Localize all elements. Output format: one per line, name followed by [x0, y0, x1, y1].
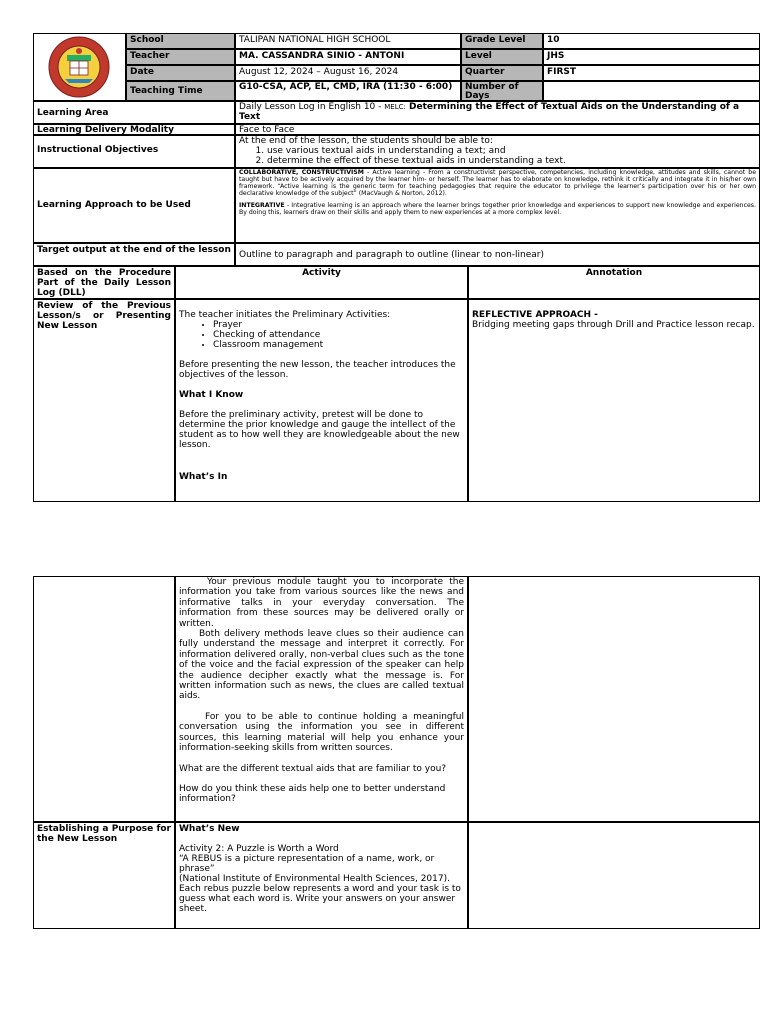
whats-new-activity	[175, 822, 468, 929]
approach-integ-title: INTEGRATIVE	[239, 202, 285, 209]
whats-in-question-1: What are the different textual aids that are familiar to you?	[179, 763, 447, 774]
objectives-intro: At the end of the lesson, the students should be able to:	[239, 136, 493, 146]
approach-integ	[239, 202, 756, 216]
page2-part-blank	[33, 576, 175, 822]
whats-in-p3: For you to be able to continue holding a meaningful conversation using the information you see in different sources, this learning material will help you enhance your information-seeking skills from written sources.	[179, 711, 464, 754]
objective-item: 2. determine the effect of these textual aids in understanding a text.	[267, 156, 756, 166]
review-objectives-text: Before presenting the new lesson, the teacher introduces the objectives of the lesson.	[179, 360, 456, 380]
rebus-instructions: Each rebus puzzle below represents a word and your task is to guess what each word is. Write your answers on your answer sheet.	[179, 884, 461, 914]
whats-new-heading: What’s New	[179, 824, 240, 834]
page2-annotation-blank	[468, 576, 760, 822]
teacher-value: MA. CASSANDRA SINIO - ANTONI	[235, 49, 461, 65]
pretest-text: Before the preliminary activity, pretest will be done to determine the prior knowledge and gauge the intellect of the student as to how well they are knowledgeable about the new lesson.	[179, 410, 460, 450]
date-label: Date	[126, 65, 235, 81]
whats-in-activity	[175, 576, 468, 822]
logo-cell	[33, 33, 126, 101]
whats-in-heading: What’s In	[179, 472, 228, 482]
approach-collab	[239, 169, 756, 197]
target-output-label: Target output at the end of the lesson	[33, 243, 235, 266]
purpose-label: Establishing a Purpose for the New Lesson	[33, 822, 175, 929]
objectives-label: Instructional Objectives	[33, 135, 235, 168]
whats-in-question-2: How do you think these aids help one to better understand information?	[179, 783, 446, 805]
prelim-list	[179, 320, 464, 350]
col-header-annotation: Annotation	[468, 266, 760, 299]
quarter-label: Quarter	[461, 65, 543, 81]
col-header-part: Based on the Procedure Part of the Daily Lesson Log (DLL)	[33, 266, 175, 299]
modality-label: Learning Delivery Modality	[33, 124, 235, 135]
annotation-title: REFLECTIVE APPROACH -	[472, 310, 598, 320]
learning-area-title: Determining the Effect of Textual Aids on the Understanding of a Text	[239, 102, 740, 122]
school-logo	[37, 35, 121, 99]
approach-collab-text: - Active learning - From a constructivist perspective, competencies, including knowledge, attitudes and skills, cannot be taught but have to be actively acquired by the learner him- or herself. The learner has to elaborate on knowledge, rethink it critically and integrate it in his/her own framework. “Active learning is the generic term for teaching pedagogies that require the educator to privilege the learner’s participation over his or her own declarative knowledge of the subject” (MacVaugh & Norton, 2012).	[239, 169, 756, 197]
teaching-time-value: G10-CSA, ACP, EL, CMD, IRA (11:30 - 6:00)	[235, 81, 461, 101]
date-value: August 12, 2024 – August 16, 2024	[235, 65, 461, 81]
melc-tag: MELC:	[384, 103, 406, 111]
prelim-item: • Checking of attendance	[213, 330, 464, 340]
prelim-item: • Prayer	[213, 320, 464, 330]
approach-label: Learning Approach to be Used	[33, 168, 235, 243]
number-of-days-value	[543, 81, 760, 101]
purpose-annotation-blank	[468, 822, 760, 929]
level-value: JHS	[543, 49, 760, 65]
grade-level-value: 10	[543, 33, 760, 49]
learning-area-value	[235, 101, 760, 124]
modality-value: Face to Face	[235, 124, 760, 135]
activity-2-title: Activity 2: A Puzzle is Worth a Word	[179, 844, 339, 854]
target-output-value: Outline to paragraph and paragraph to outline (linear to non-linear)	[235, 243, 760, 266]
annotation-text: Bridging meeting gaps through Drill and Practice lesson recap.	[472, 320, 755, 330]
approach-integ-text: - Integrative learning is an approach where the learner brings together prior knowledge and experiences to support new knowledge and experiences. By doing this, learners draw on their skills and apply them to new experiences at a more complex level.	[239, 202, 756, 216]
level-label: Level	[461, 49, 543, 65]
rebus-quote: “A REBUS is a picture representation of a name, work, or phrase”	[179, 854, 435, 874]
prelim-item: • Classroom management	[213, 340, 464, 350]
approach-value	[235, 168, 760, 243]
review-annotation	[468, 299, 760, 502]
teacher-label: Teacher	[126, 49, 235, 65]
rebus-source: (National Institute of Environmental Health Sciences, 2017).	[179, 874, 450, 884]
number-of-days-label: Number of Days	[461, 81, 543, 101]
grade-level-label: Grade Level	[461, 33, 543, 49]
review-activity	[175, 299, 468, 502]
objectives-value	[235, 135, 760, 168]
teaching-time-label: Teaching Time	[126, 81, 235, 101]
whats-in-p2: Both delivery methods leave clues so their audience can fully understand the message and interpret it correctly. For information delivered orally, non-verbal clues such as the tone of the voice and the facial expression of the speaker can help the audience decipher exactly what the message is. For written information such as news, the clues are called textual aids.	[179, 629, 464, 702]
school-value: TALIPAN NATIONAL HIGH SCHOOL	[235, 33, 461, 49]
school-label: School	[126, 33, 235, 49]
review-label: Review of the Previous Lesson/s or Presenting New Lesson	[33, 299, 175, 502]
objective-item: 1. use various textual aids in understanding a text; and	[267, 146, 756, 156]
review-intro: The teacher initiates the Preliminary Activities:	[179, 310, 391, 320]
quarter-value: FIRST	[543, 65, 760, 81]
whats-in-p1: Your previous module taught you to incorporate the information you take from various sources like the news and informative talks in your everyday conversation. The information from these sources may be delivered orally or written.	[179, 577, 464, 629]
approach-collab-title: COLLABORATIVE, CONSTRUCTIVISM	[239, 169, 364, 176]
learning-area-label: Learning Area	[33, 101, 235, 124]
learning-area-prefix: Daily Lesson Log in English 10 -	[239, 102, 385, 112]
what-i-know-heading: What I Know	[179, 390, 244, 400]
col-header-activity: Activity	[175, 266, 468, 299]
